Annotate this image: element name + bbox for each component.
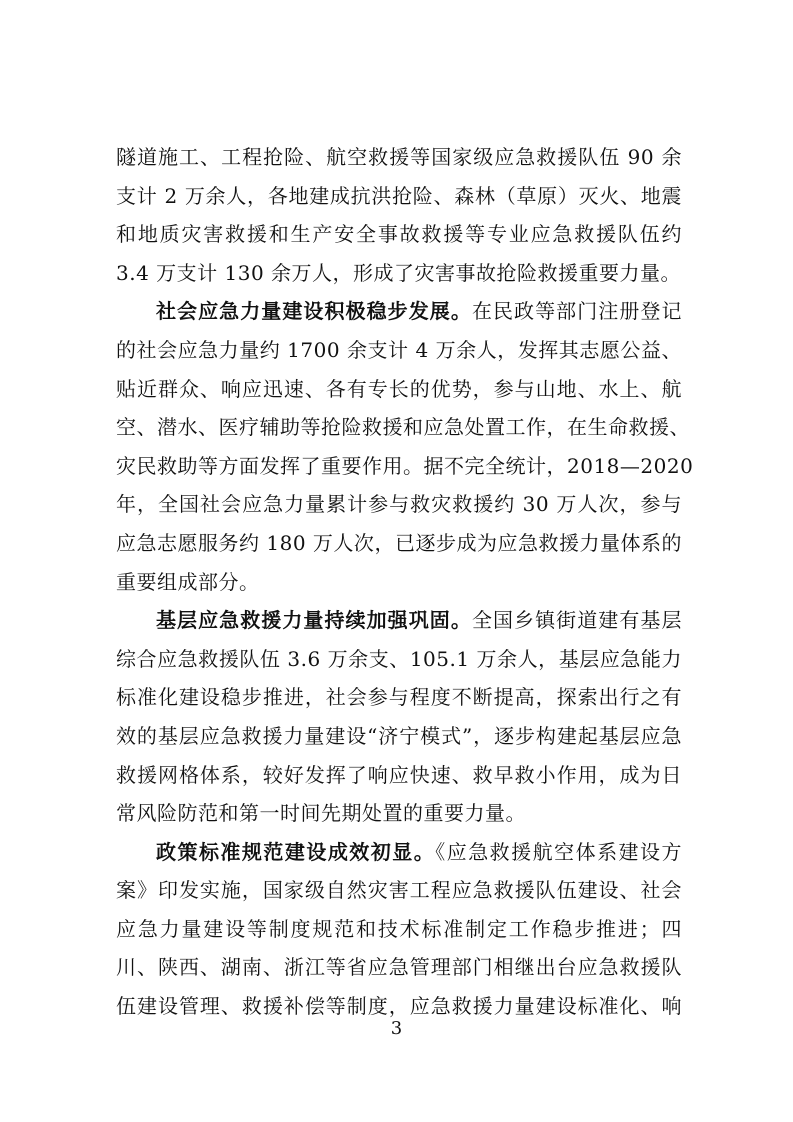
line-text: 和地质灾害救援和生产安全事故救援等专业应急救援队伍约 — [116, 222, 682, 247]
text-line — [116, 485, 682, 524]
text-line — [116, 370, 682, 409]
paragraph-heading: 基层应急救援力量持续加强巩固。 — [156, 608, 472, 633]
line-text: 隧道施工、工程抢险、航空救援等国家级应急救援队伍 90 余 — [116, 145, 682, 169]
text-line — [116, 138, 682, 177]
paragraph-heading: 政策标准规范建设成效初显。 — [156, 839, 436, 864]
line-text: 全国乡镇街道建有基层 — [471, 608, 682, 633]
text-line — [116, 563, 682, 602]
line-text: 空、潜水、医疗辅助等抢险救援和应急处置工作，在生命救援、 — [116, 415, 690, 440]
line-text: 案》印发实施，国家级自然灾害工程应急救援队伍建设、社会 — [116, 878, 682, 903]
line-text: 效的基层应急救援力量建设“济宁模式”，逐步构建起基层应急 — [116, 723, 682, 748]
text-line — [116, 215, 682, 254]
text-line — [116, 524, 682, 563]
line-text: 标准化建设稳步推进，社会参与程度不断提高，探索出行之有 — [116, 685, 682, 710]
line-text: 年，全国社会应急力量累计参与救灾救援约 30 万人次，参与 — [116, 492, 682, 517]
line-text: 应急力量建设等制度规范和技术标准制定工作稳步推进；四 — [116, 916, 682, 941]
text-line — [116, 254, 682, 293]
line-text: 3.4 万支计 130 余万人，形成了灾害事故抢险救援重要力量。 — [116, 260, 682, 285]
text-line — [116, 177, 682, 216]
line-text: 在民政等部门注册登记 — [471, 299, 682, 324]
text-line — [116, 756, 682, 795]
line-text: 川、陕西、湖南、浙江等省应急管理部门相继出台应急救援队 — [116, 955, 682, 980]
text-line — [116, 910, 682, 949]
text-line — [116, 640, 682, 679]
text-line — [116, 717, 682, 756]
text-line — [116, 871, 682, 910]
text-line — [116, 948, 682, 987]
line-text: 《应急救援航空体系建设方 — [435, 839, 683, 864]
line-text: 的社会应急力量约 1700 余支计 4 万余人，发挥其志愿公益、 — [116, 337, 682, 362]
line-text: 综合应急救援队伍 3.6 万余支、105.1 万余人，基层应急能力 — [116, 646, 682, 671]
line-text: 灾民救助等方面发挥了重要作用。据不完全统计，2018—2020 — [116, 453, 694, 478]
line-text: 救援网格体系，较好发挥了响应快速、救早救小作用，成为日 — [116, 762, 682, 787]
line-text: 支计 2 万余人，各地建成抗洪抢险、森林（草原）灭火、地震 — [116, 183, 682, 208]
paragraph-heading: 社会应急力量建设积极稳步发展。 — [156, 299, 472, 324]
line-text: 常风险防范和第一时间先期处置的重要力量。 — [116, 801, 526, 826]
document-body — [116, 138, 694, 1026]
text-line — [116, 447, 694, 486]
page-number: 3 — [390, 1018, 403, 1039]
line-text: 应急志愿服务约 180 万人次，已逐步成为应急救援力量体系的 — [116, 530, 682, 555]
text-line — [116, 408, 690, 447]
line-text: 伍建设管理、救援补偿等制度，应急救援力量建设标准化、响 — [116, 994, 682, 1019]
line-text: 贴近群众、响应迅速、各有专长的优势，参与山地、水上、航 — [116, 376, 682, 401]
text-line — [116, 794, 682, 833]
line-text: 重要组成部分。 — [116, 569, 260, 594]
paragraph-first-line — [116, 292, 682, 331]
paragraph-first-line — [116, 833, 682, 872]
paragraph-first-line — [116, 601, 682, 640]
text-line — [116, 678, 682, 717]
text-line — [116, 331, 682, 370]
